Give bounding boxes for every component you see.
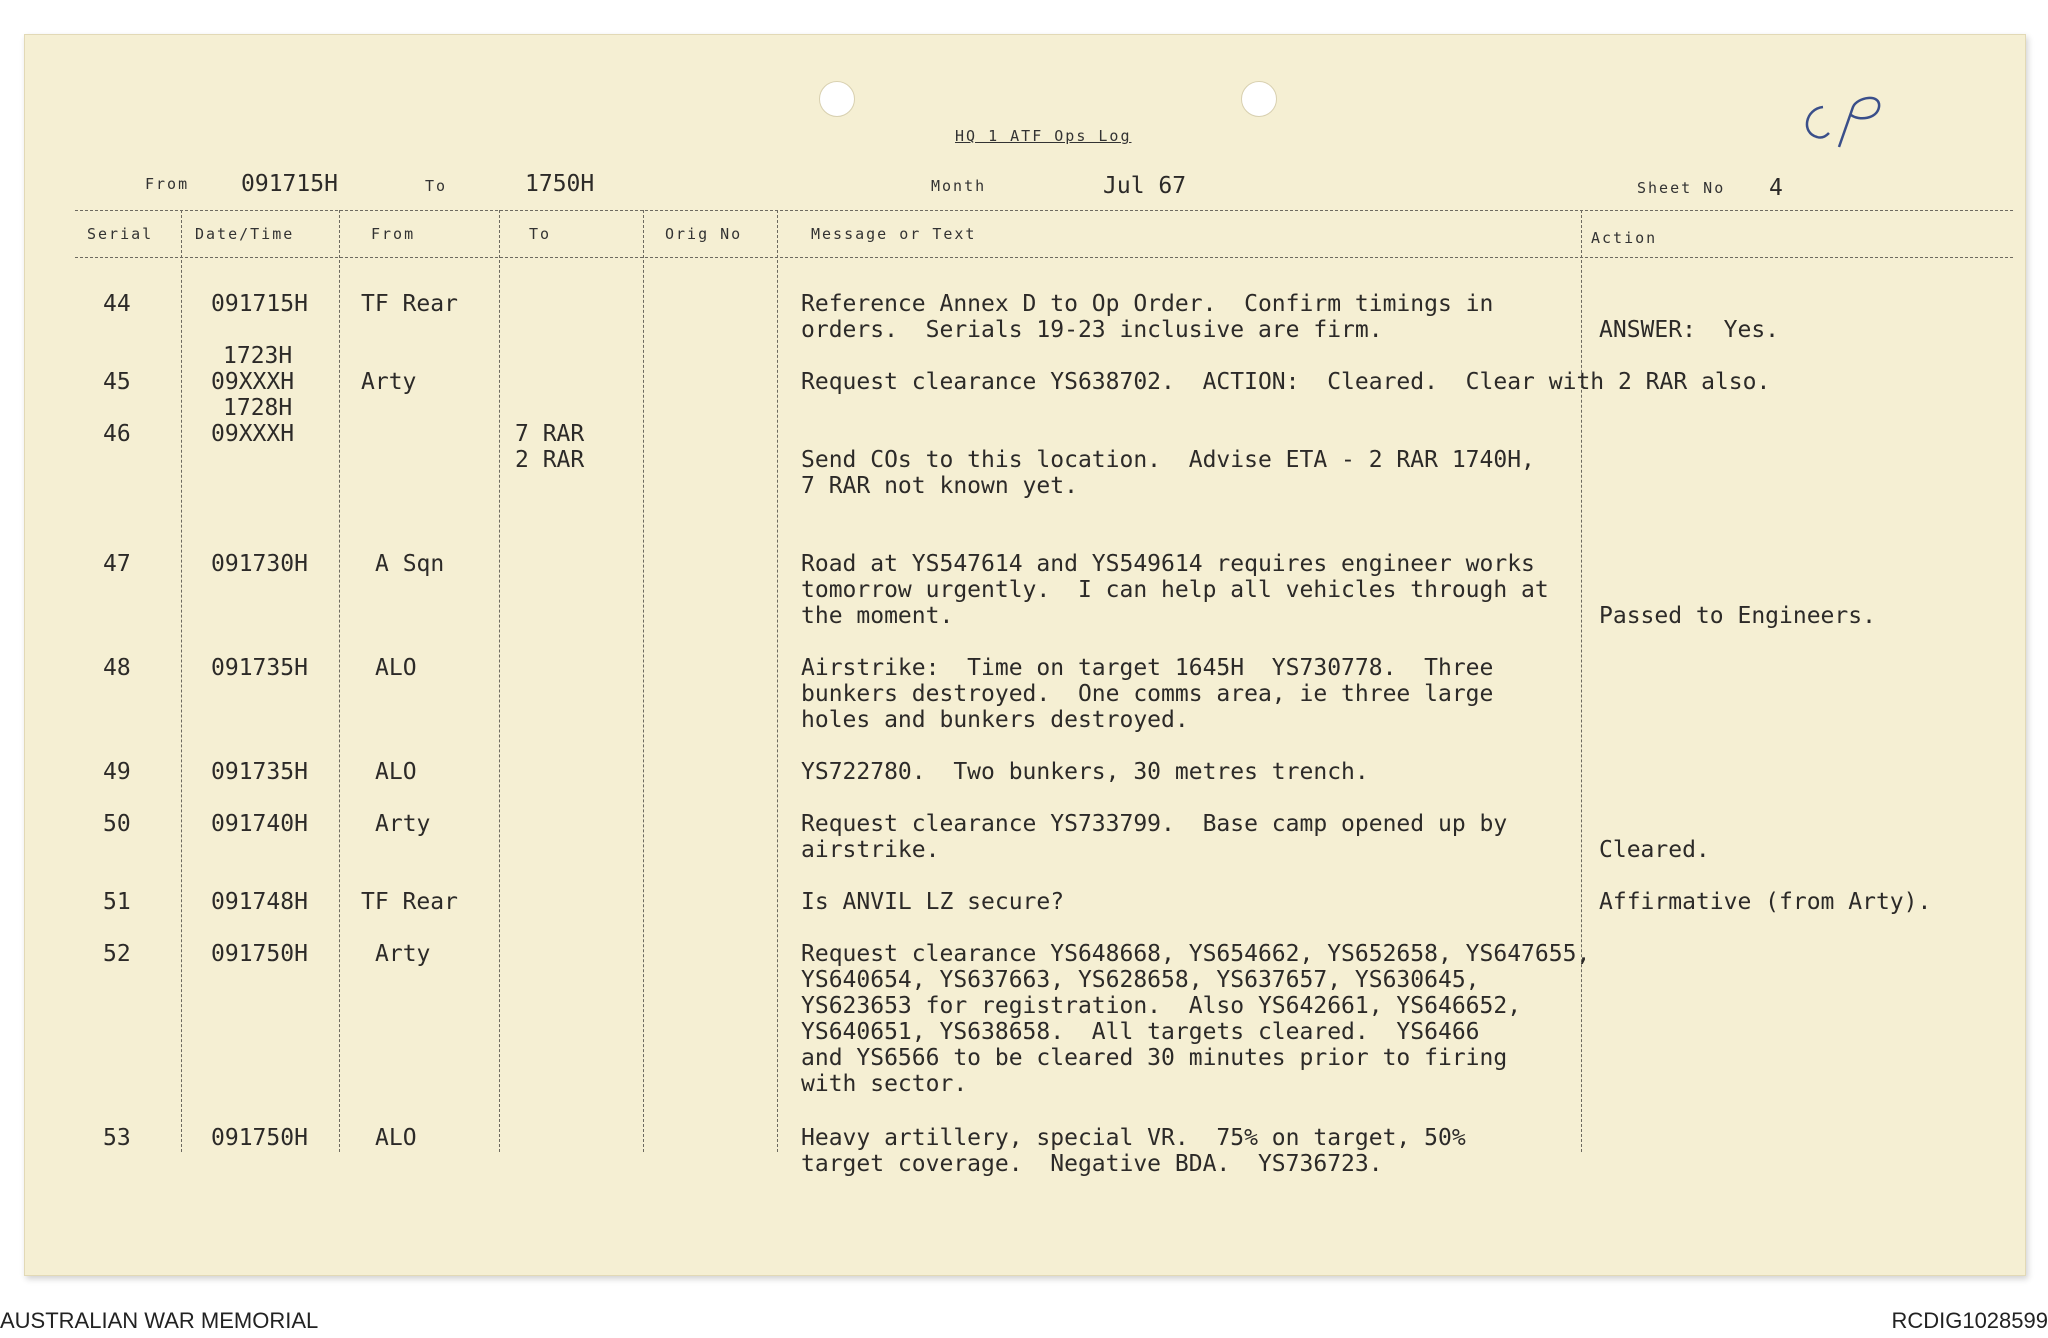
- row-message: YS722780. Two bunkers, 30 metres trench.: [801, 759, 1369, 785]
- table-top-rule: [75, 210, 2013, 211]
- row-serial: 47: [103, 551, 131, 577]
- row-action: ANSWER: Yes.: [1599, 317, 1780, 343]
- row-serial: 49: [103, 759, 131, 785]
- month-value: Jul 67: [1103, 173, 1187, 199]
- sheet-no-label: Sheet No: [1637, 179, 1726, 197]
- row-datetime-correction: 1723H: [223, 343, 293, 369]
- row-serial: 46: [103, 421, 131, 447]
- row-datetime: 09XXXH: [211, 369, 295, 395]
- row-from: A Sqn: [375, 551, 445, 577]
- column-header-message: Message or Text: [811, 225, 977, 243]
- row-from: Arty: [375, 811, 431, 837]
- punch-hole: [819, 81, 855, 117]
- handwritten-initials: [1795, 85, 1915, 155]
- row-message: Is ANVIL LZ secure?: [801, 889, 1065, 915]
- row-datetime: 091750H: [211, 941, 308, 967]
- row-datetime: 091735H: [211, 655, 308, 681]
- row-datetime: 091750H: [211, 1125, 308, 1151]
- from-label: From: [145, 175, 190, 193]
- column-divider: [181, 210, 182, 1152]
- row-message: Send COs to this location. Advise ETA - 2 RAR 1740H, 7 RAR not known yet.: [801, 447, 1535, 499]
- row-from: TF Rear: [361, 291, 458, 317]
- log-sheet: [24, 34, 2026, 1276]
- row-datetime: 091748H: [211, 889, 308, 915]
- row-action: Affirmative (from Arty).: [1599, 889, 1932, 915]
- row-from: TF Rear: [361, 889, 458, 915]
- column-divider: [339, 210, 340, 1152]
- row-message: Road at YS547614 and YS549614 requires engineer works tomorrow urgently. I can help all vehicles through at the moment.: [801, 551, 1549, 629]
- row-datetime: 091730H: [211, 551, 308, 577]
- row-from: ALO: [375, 655, 417, 681]
- row-datetime: 091735H: [211, 759, 308, 785]
- column-divider: [777, 210, 778, 1152]
- column-divider: [499, 210, 500, 1152]
- footer-record-id: RCDIG1028599: [1891, 1308, 2048, 1333]
- sheet-no-value: 4: [1769, 175, 1783, 201]
- column-header-to: To: [529, 225, 552, 243]
- log-title: HQ 1 ATF Ops Log: [955, 127, 1132, 145]
- column-divider: [643, 210, 644, 1152]
- row-datetime-correction: 1728H: [223, 395, 293, 421]
- row-from: Arty: [375, 941, 431, 967]
- row-message: Request clearance YS638702. ACTION: Cleared. Clear with 2 RAR also.: [801, 369, 1771, 395]
- row-message: Heavy artillery, special VR. 75% on target, 50% target coverage. Negative BDA. YS736723.: [801, 1125, 1466, 1177]
- footer-archive-label: AUSTRALIAN WAR MEMORIAL: [0, 1308, 319, 1333]
- row-serial: 44: [103, 291, 131, 317]
- row-to: 7 RAR 2 RAR: [515, 421, 585, 473]
- column-header-action: Action: [1591, 229, 1658, 247]
- row-message: Reference Annex D to Op Order. Confirm timings in orders. Serials 19-23 inclusive are firm.: [801, 291, 1494, 343]
- row-message: Airstrike: Time on target 1645H YS730778. Three bunkers destroyed. One comms area, ie three large holes and bunkers destroyed.: [801, 655, 1494, 733]
- row-datetime: 091715H: [211, 291, 308, 317]
- table-header-rule: [75, 257, 2013, 258]
- column-header-datetime: Date/Time: [195, 225, 295, 243]
- from-value: 091715H: [241, 171, 338, 197]
- row-serial: 45: [103, 369, 131, 395]
- row-serial: 48: [103, 655, 131, 681]
- row-message: Request clearance YS648668, YS654662, YS652658, YS647655, YS640654, YS637663, YS628658, YS637657, YS630645, YS623653 for registration. Also YS642661, YS646652, YS640651, YS638658. All targets cleared. YS6466 and YS6566 to be cleared 30 minutes prior to firing with sector.: [801, 941, 1591, 1097]
- row-from: ALO: [375, 759, 417, 785]
- month-label: Month: [931, 177, 987, 195]
- row-action: Passed to Engineers.: [1599, 603, 1876, 629]
- row-message: Request clearance YS733799. Base camp opened up by airstrike.: [801, 811, 1508, 863]
- row-serial: 52: [103, 941, 131, 967]
- row-datetime: 091740H: [211, 811, 308, 837]
- to-label: To: [425, 177, 448, 195]
- punch-hole: [1241, 81, 1277, 117]
- row-action: Cleared.: [1599, 837, 1710, 863]
- row-datetime: 09XXXH: [211, 421, 295, 447]
- row-serial: 50: [103, 811, 131, 837]
- to-value: 1750H: [525, 171, 595, 197]
- row-serial: 51: [103, 889, 131, 915]
- row-from: Arty: [361, 369, 417, 395]
- column-header-serial: Serial: [87, 225, 154, 243]
- column-header-orig-no: Orig No: [665, 225, 743, 243]
- row-from: ALO: [375, 1125, 417, 1151]
- row-serial: 53: [103, 1125, 131, 1151]
- column-header-from: From: [371, 225, 416, 243]
